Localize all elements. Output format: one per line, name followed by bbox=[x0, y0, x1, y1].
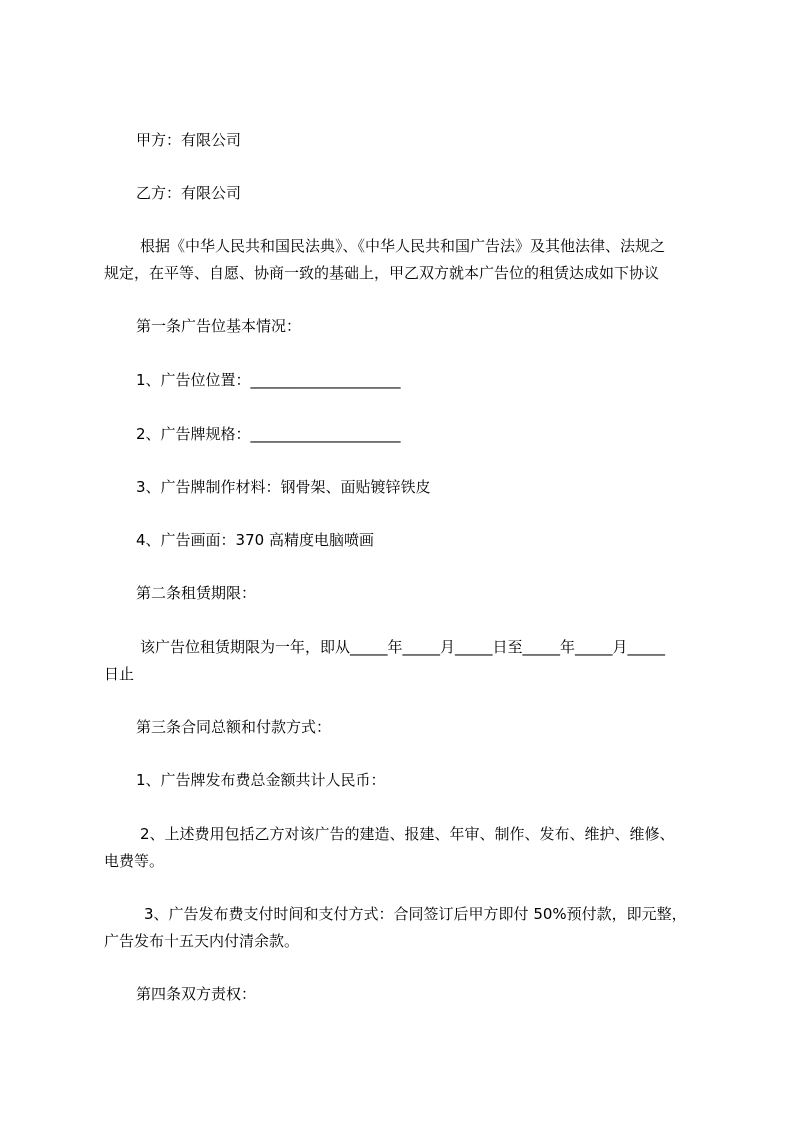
article-2-term-line-2: 日止 bbox=[104, 665, 135, 683]
article-2-heading: 第二条租赁期限： bbox=[136, 584, 257, 602]
article-1-item-4: 4、广告画面：370 高精度电脑喷画 bbox=[136, 531, 374, 549]
preamble-line-2: 规定，在平等、自愿、协商一致的基础上，甲乙双方就本广告位的租赁达成如下协议 bbox=[104, 264, 660, 282]
article-1-item-3: 3、广告牌制作材料：钢骨架、面贴镀锌铁皮 bbox=[136, 478, 431, 496]
article-3-item-2-line-1: 2、上述费用包括乙方对该广告的建造、报建、年审、制作、发布、维护、维修、 bbox=[140, 825, 675, 843]
article-3-item-2-line-2: 电费等。 bbox=[104, 852, 165, 870]
article-4-heading: 第四条双方责权： bbox=[136, 985, 257, 1003]
article-2-term-line-1: 该广告位租赁期限为一年，即从_____年_____月_____日至_____年_____月_____ bbox=[140, 638, 666, 656]
article-3-heading: 第三条合同总额和付款方式： bbox=[136, 718, 332, 736]
article-3-item-3-line-2: 广告发布十五天内付清余款。 bbox=[104, 932, 300, 950]
article-1-item-1: 1、广告位位置：____________________ bbox=[136, 371, 401, 389]
article-1-heading: 第一条广告位基本情况： bbox=[136, 317, 302, 335]
article-3-item-1: 1、广告牌发布费总金额共计人民币： bbox=[136, 771, 386, 789]
party-b-line: 乙方：有限公司 bbox=[136, 184, 242, 202]
party-a-line: 甲方：有限公司 bbox=[136, 131, 242, 149]
preamble-line-1: 根据《中华人民共和国民法典》、《中华人民共和国广告法》及其他法律、法规之 bbox=[140, 237, 666, 255]
article-1-item-2: 2、广告牌规格：____________________ bbox=[136, 425, 401, 443]
article-3-item-3-line-1: 3、广告发布费支付时间和支付方式：合同签订后甲方即付 50%预付款，即元整， bbox=[144, 905, 687, 923]
